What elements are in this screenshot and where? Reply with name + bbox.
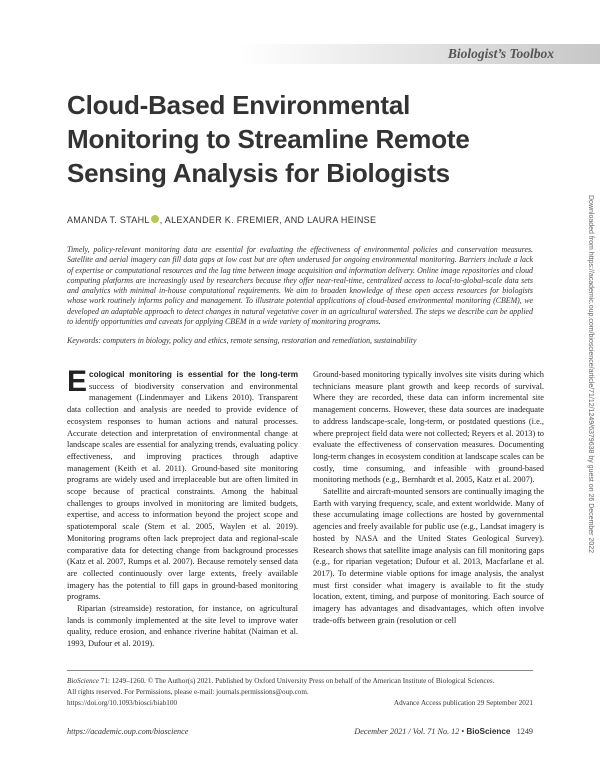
page-footer-right bbox=[354, 727, 533, 736]
page-number: 1249 bbox=[516, 727, 533, 736]
keywords: Keywords: computers in biology, policy and ethics, remote sensing, restoration and remediation, sustainability bbox=[67, 336, 417, 345]
orcid-icon[interactable] bbox=[151, 215, 159, 223]
lead-in: cological monitoring is essential for the long-term bbox=[89, 370, 298, 379]
download-notice-text: Downloaded from https://academic.oup.com/bioscience/article/71/12/1249/6379638 by guest on 26 December 2022 bbox=[587, 195, 594, 554]
citation-text: 71: 1249–1260. © The Author(s) 2021. Published by Oxford University Press on behalf of the American Institute of Biological Sciences. bbox=[98, 677, 495, 685]
bullet-separator: • bbox=[459, 727, 467, 736]
author-rest: , ALEXANDER K. FREMIER, AND LAURA HEINSE bbox=[159, 215, 377, 225]
drop-cap: E bbox=[67, 365, 88, 398]
body-column-right bbox=[313, 369, 544, 626]
issue-info: December 2021 / Vol. 71 No. 12 bbox=[354, 727, 460, 736]
journal-url[interactable]: https://academic.oup.com/bioscience bbox=[67, 727, 189, 736]
intro-text: success of biodiversity conservation and environmental management (Lindenmayer and Likens 2010). Transparent data collection and analysis are needed to provide evidence of ecosystem responses to human actions and natural processes. Accurate detection and interpretation of environmental change at landscape scales are essential for analyzing trends, evaluating policy effectiveness, and improving practices through adaptive management (Keith et al. 2011). Ground-based site monitoring programs are widely used and irreplaceable but are often limited in scope because of practical constraints. Among the habitual challenges to groups involved in monitoring are limited budgets, expertise, and access to information beyond the project scope and spatiotemporal scale (Stem et al. 2005, Waylen et al. 2019). Monitoring programs often lack preproject data and regional-scale comparative data for detecting change from background processes (Katz et al. 2007, Rumps et al. 2007). Because remotely sensed data are collected continuously over large extents, freely available imagery has the potential to fill gaps in ground-based monitoring programs. bbox=[67, 381, 298, 602]
section-label: Biologist’s Toolbox bbox=[447, 46, 554, 61]
download-notice bbox=[584, 195, 594, 625]
abstract: Timely, policy-relevant monitoring data are essential for evaluating the effectiveness of environmental policies and conservation measures. Satellite and aerial imagery can fill data gaps at low cost but are often underused for ongoing environmental monitoring. Barriers include a lack of expertise or computational resources and the lag time between image acquisition and information delivery. Online image repositories and cloud computing platforms are increasingly used by researchers because they offer near-real-time, centralized access to local-to-global-scale data sets and analytics with minimal in-house computational requirements. We aim to broaden knowledge of these open access resources for biologists whose work routinely informs policy and management. To illustrate potential applications of cloud-based environmental monitoring (CBEM), we developed an adaptable approach to detect changes in natural vegetative cover in an agricultural watershed. The steps we describe can be applied to identify opportunities and caveats for applying CBEM in a wide variety of monitoring programs. bbox=[67, 245, 533, 327]
author-first: AMANDA T. STAHL bbox=[67, 215, 150, 225]
section-banner bbox=[0, 44, 600, 64]
doi-link[interactable]: https://doi.org/10.1093/biosci/biab100 bbox=[67, 699, 178, 707]
journal-name: BioScience bbox=[67, 677, 99, 685]
citation-line bbox=[67, 677, 495, 685]
rights-line: All rights reserved. For Permissions, please e-mail: journals.permissions@oup.com. bbox=[67, 688, 309, 696]
paragraph: Satellite and aircraft-mounted sensors are continually imaging the Earth with varying frequency, scale, and extent worldwide. Many of these accumulating image collections are hosted by governmental agencies and freely available for public use (e.g., Landsat imagery is hosted by NASA and the United States Geological Survey). Research shows that satellite image analysis can fill monitoring gaps (e.g., for riparian vegetation; Dufour et al. 2013, Macfarlane et al. 2017). To determine viable options for image analysis, the analyst must first consider what imagery is available to fit the study location, extent, timing, and purpose of monitoring. Each source of imagery has advantages and disadvantages, which often involve trade-offs between grain (resolution or cell bbox=[313, 487, 544, 625]
footnote-divider bbox=[67, 670, 533, 671]
paragraph: Ground-based monitoring typically involves site visits during which technicians measure plant growth and keep records of survival. Where they are recorded, these data can inform incremental site management concerns. However, these data sources are inadequate to address landscape-scale, long-term, or postdated questions (i.e., where preproject field data were not collected; Reyers et al. 2013) to evaluate the effectiveness of conservation measures. Documenting long-term changes in ecosystem condition at landscape scales can be costly, time consuming, and infeasible with ground-based monitoring methods (e.g., Bernhardt et al. 2005, Katz et al. 2007). bbox=[313, 370, 544, 485]
author-line bbox=[67, 215, 376, 225]
intro-paragraph bbox=[67, 365, 298, 603]
article-title: Cloud-Based Environmental Monitoring to Streamline Remote Sensing Analysis for Biologists bbox=[67, 90, 470, 188]
journal-footer-name: BioScience bbox=[466, 727, 511, 736]
advance-access: Advance Access publication 29 September 2021 bbox=[393, 699, 533, 707]
paragraph: Riparian (streamside) restoration, for instance, on agricultural lands is commonly implemented at the site level to improve water quality, reduce erosion, and enhance riverine habitat (Naiman et al. 1993, Dufour et al. 2019). bbox=[67, 604, 298, 649]
body-column-left bbox=[67, 365, 298, 650]
